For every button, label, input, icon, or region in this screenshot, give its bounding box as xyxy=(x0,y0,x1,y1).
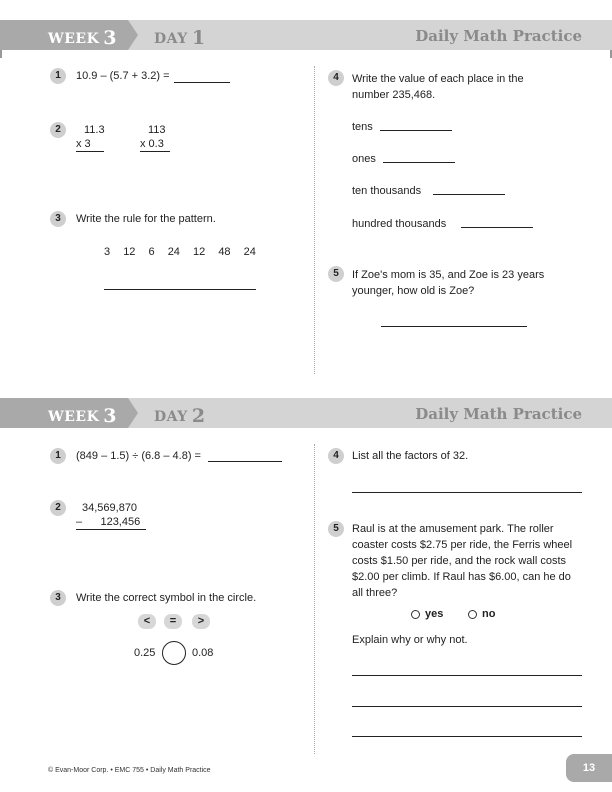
answer-line[interactable] xyxy=(433,194,505,195)
answer-line[interactable] xyxy=(381,326,527,327)
answer-line[interactable] xyxy=(461,227,533,228)
page-number: 13 xyxy=(566,754,612,782)
answer-line[interactable] xyxy=(104,289,256,290)
question-number: 4 xyxy=(328,70,344,86)
question-text: If Zoe's mom is 35, and Zoe is 23 years younger, how old is Zoe? xyxy=(352,269,545,297)
question-text: Raul is at the amusement park. The roller coaster costs $2.75 per ride, the Ferris wheel costs $1.50 per ride, and the rock wall costs $2.00 per climb. If Raul has $6.00, can he do all three? xyxy=(352,523,573,599)
question-number: 4 xyxy=(328,448,344,464)
copyright-footer: © Evan-Moor Corp. • EMC 755 • Daily Math Practice xyxy=(48,767,211,774)
place-label: hundred thousands xyxy=(352,218,447,230)
trim-mark xyxy=(0,50,2,58)
day2-header xyxy=(0,398,612,428)
yes-radio[interactable] xyxy=(411,610,420,619)
pattern-number: 6 xyxy=(148,246,155,258)
question-number: 3 xyxy=(50,590,66,606)
question-number: 5 xyxy=(328,521,344,537)
page-title: Daily Math Practice xyxy=(415,405,582,423)
answer-line[interactable] xyxy=(352,706,582,707)
question-text: Write the correct symbol in the circle. xyxy=(76,592,257,604)
answer-line[interactable] xyxy=(352,736,582,737)
question-text: (849 – 1.5) ÷ (6.8 – 4.8) = xyxy=(76,450,201,462)
answer-line[interactable] xyxy=(174,82,230,83)
multiplier: x 0.3 xyxy=(140,138,170,152)
question-number: 5 xyxy=(328,266,344,282)
answer-line[interactable] xyxy=(383,162,455,163)
question-number: 3 xyxy=(50,211,66,227)
answer-line[interactable] xyxy=(352,675,582,676)
week-label: WEEK 3 xyxy=(48,27,117,49)
subtrahend: – 123,456 xyxy=(76,516,146,530)
number-pattern xyxy=(104,246,256,258)
equals-symbol[interactable]: = xyxy=(164,614,182,629)
no-label: no xyxy=(482,608,496,620)
pattern-number: 12 xyxy=(123,246,136,258)
left-value: 0.25 xyxy=(134,647,156,659)
place-label: tens xyxy=(352,121,373,133)
place-label: ones xyxy=(352,153,376,165)
question-number: 1 xyxy=(50,448,66,464)
question-number: 1 xyxy=(50,68,66,84)
day-label: DAY 2 xyxy=(154,405,206,427)
multiplicand: 113 xyxy=(148,124,166,136)
question-text: 10.9 – (5.7 + 3.2) = xyxy=(76,70,170,82)
day-label: DAY 1 xyxy=(154,27,206,49)
greater-than-symbol[interactable]: > xyxy=(192,614,210,629)
pattern-number: 3 xyxy=(104,246,111,258)
place-label: ten thousands xyxy=(352,185,422,197)
pattern-number: 12 xyxy=(193,246,206,258)
answer-line[interactable] xyxy=(380,130,452,131)
week-label: WEEK 3 xyxy=(48,405,117,427)
answer-line[interactable] xyxy=(208,461,282,462)
multiplier: x 3 xyxy=(76,138,104,152)
question-number: 2 xyxy=(50,122,66,138)
column-divider xyxy=(314,444,315,754)
column-divider xyxy=(314,66,315,374)
question-number: 2 xyxy=(50,500,66,516)
pattern-number: 24 xyxy=(243,246,256,258)
no-radio[interactable] xyxy=(468,610,477,619)
pattern-number: 48 xyxy=(218,246,231,258)
question-text: Write the value of each place in the number 235,468. xyxy=(352,73,524,101)
answer-line[interactable] xyxy=(352,492,582,493)
page-title: Daily Math Practice xyxy=(415,27,582,45)
pattern-number: 24 xyxy=(167,246,180,258)
question-text: List all the factors of 32. xyxy=(352,450,469,462)
yes-label: yes xyxy=(425,608,444,620)
multiplicand: 11.3 xyxy=(84,124,105,136)
explain-prompt: Explain why or why not. xyxy=(352,634,468,646)
answer-circle[interactable] xyxy=(162,641,186,665)
right-value: 0.08 xyxy=(192,647,214,659)
day1-header xyxy=(0,20,612,50)
question-text: Write the rule for the pattern. xyxy=(76,213,216,225)
minuend: 34,569,870 xyxy=(82,502,138,514)
less-than-symbol[interactable]: < xyxy=(138,614,156,629)
